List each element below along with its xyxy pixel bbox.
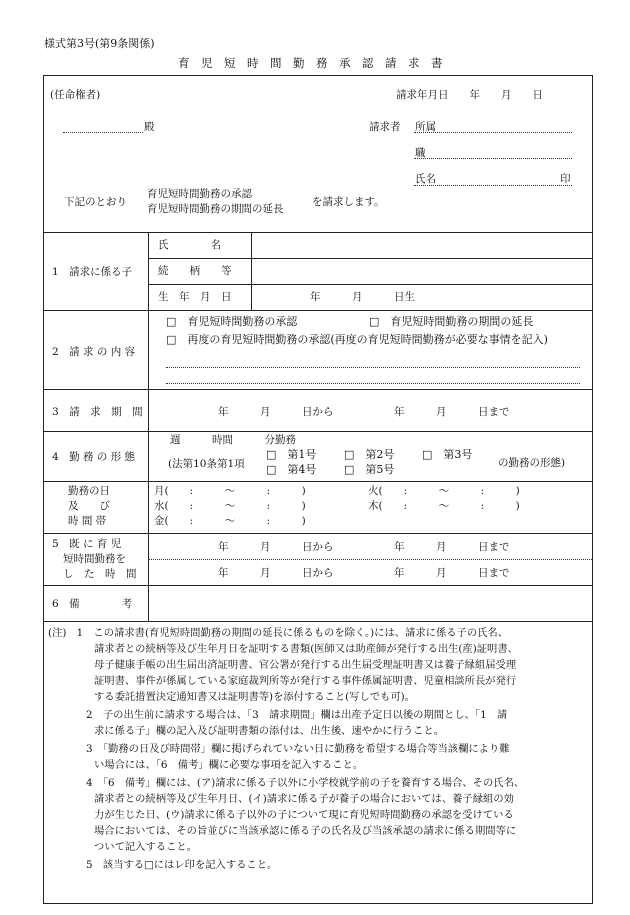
checkbox-item1[interactable]: □ 第1号	[266, 448, 317, 461]
dono-label: 殿	[144, 121, 155, 133]
note-line: 3 「勤務の日及び時間帯」欄に掲げられていない日に勤務を希望する場合等当該欄により難	[86, 743, 510, 755]
checkbox-reapproval[interactable]: □ 再度の育児短時間勤務の承認(再度の育児短時間勤務が必要な事情を記入)	[166, 333, 548, 346]
note-line: 請求者との続柄等及び生年月日を証明する書類(医師又は助産師が発行する出生(産)証明書、	[94, 643, 518, 655]
notes-section	[43, 620, 593, 904]
days-label-2: 及 び	[68, 500, 110, 512]
past-to-1: 年 月 日まで	[394, 541, 510, 553]
note-line: 証明書、事件が係属している家庭裁判所等が発行する事件係属証明書、児童相談所長が発行	[94, 675, 517, 687]
checkbox-item3[interactable]: □ 第3号	[422, 448, 473, 461]
wednesday-hours: 水( : 〜 : )	[154, 500, 306, 512]
note-line: 求に係る子」欄の記入及び証明書類の添付は、出生後、速やかに行うこと。	[94, 725, 445, 737]
form-number: 様式第3号(第9条関係)	[44, 37, 155, 50]
note-line: する委託措置決定通知書又は証明書等)を添付すること(写しでも可)。	[94, 691, 415, 703]
content-section-label: 2 請 求 の 内 容	[52, 346, 136, 358]
seal-mark: 印	[560, 173, 571, 185]
note-line: 4 「6 備考」欄には、(ア)請求に係る子以外に小学校就学前の子を養育する場合、その氏名、	[86, 777, 525, 789]
monday-hours: 月( : 〜 : )	[154, 485, 306, 497]
note-line: ついて記入すること。	[94, 841, 197, 853]
name-field[interactable]: 氏名	[415, 173, 436, 185]
past-label-2: 短時間勤務を	[63, 553, 126, 565]
note-line: 場合においては、その旨並びに当該承認に係る子の氏名及び当該承認の請求に係る期間等に	[94, 825, 517, 837]
child-birth-label: 生 年 月 日	[158, 291, 232, 303]
tail-text: を請求します。	[312, 196, 385, 208]
checkbox-item5[interactable]: □ 第5号	[344, 463, 395, 476]
thursday-hours: 木( : 〜 : )	[368, 500, 520, 512]
option-approval: 育児短時間勤務の承認	[147, 188, 252, 200]
past-from-2: 年 月 日から	[218, 567, 334, 579]
period-section-label: 3 請 求 期 間	[52, 406, 143, 418]
remarks-label: 6 備 考	[52, 598, 133, 610]
option-extension: 育児短時間勤務の期間の延長	[147, 203, 284, 215]
law-reference: (法第10条第1項	[168, 458, 245, 470]
lead-text: 下記のとおり	[64, 196, 127, 208]
note-line: 5 該当する□にはレ印を記入すること。	[86, 859, 278, 871]
friday-hours: 金( : 〜 : )	[154, 515, 306, 527]
note-line: 2 子の出生前に請求する場合は、「3 請求期間」欄は出産予定日以後の期間とし、「1 請	[86, 709, 508, 721]
days-label-3: 時 間 帯	[68, 515, 107, 527]
appointer-label: (任命権者)	[50, 89, 101, 101]
period-to: 年 月 日まで	[394, 406, 510, 418]
position-field[interactable]: 職	[415, 147, 426, 159]
weekly-hours: 週 時間 分勤務	[170, 434, 296, 446]
past-label-3: し た 時 間	[63, 568, 137, 580]
note-line: (注) 1 この請求書(育児短時間勤務の期間の延長に係るものを除く。)には、請求に係る子の氏名、	[48, 627, 509, 639]
note-line: 母子健康手帳の出生届出済証明書、官公署が発行する出生届受理証明書又は養子縁組届受理	[94, 659, 517, 671]
child-birth-value: 年 月 日生	[310, 291, 415, 303]
period-from: 年 月 日から	[218, 406, 334, 418]
note-line: 力が生じた日、(ウ)請求に係る子以外の子について現に育児短時間勤務の承認を受けている	[94, 809, 514, 821]
child-name-label: 氏 名	[158, 239, 221, 251]
checkbox-item2[interactable]: □ 第2号	[344, 448, 395, 461]
checkbox-item4[interactable]: □ 第4号	[266, 463, 317, 476]
page-title: 育 児 短 時 間 勤 務 承 認 請 求 書	[178, 56, 443, 70]
request-date: 請求年月日 年 月 日	[396, 89, 543, 101]
past-from-1: 年 月 日から	[218, 541, 334, 553]
checkbox-extension[interactable]: □ 育児短時間勤務の期間の延長	[369, 315, 534, 328]
form-type-section-label: 4 勤 務 の 形 態	[52, 451, 136, 463]
request-form	[43, 75, 593, 622]
note-line: い場合には、「6 備考」欄に必要な事項を記入すること。	[94, 759, 364, 771]
past-label-1: 5 既 に 育 児	[52, 538, 122, 550]
child-section-label: 1 請求に係る子	[52, 266, 133, 278]
child-relation-label: 続 柄 等	[158, 265, 232, 277]
form-type-tail: の勤務の形態)	[498, 457, 566, 469]
days-label-1: 勤務の日	[68, 485, 110, 497]
affiliation-field[interactable]: 所属	[415, 121, 436, 133]
note-line: 請求者との続柄等及び生年月日、(イ)請求に係る子が養子の場合においては、養子縁組の効	[94, 793, 514, 805]
checkbox-approval[interactable]: □ 育児短時間勤務の承認	[166, 315, 298, 328]
past-to-2: 年 月 日まで	[394, 567, 510, 579]
requester-label: 請求者	[369, 121, 401, 133]
tuesday-hours: 火( : 〜 : )	[368, 485, 520, 497]
